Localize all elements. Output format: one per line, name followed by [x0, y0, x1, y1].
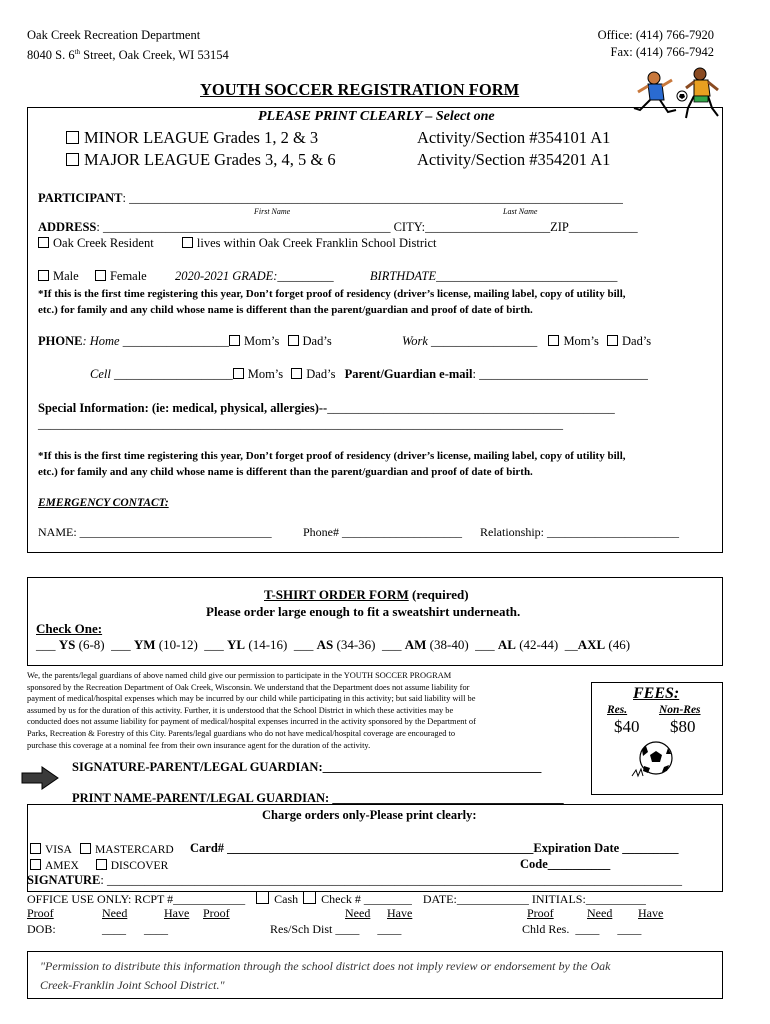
arrow-right-icon	[20, 765, 60, 791]
checkbox-mastercard[interactable]	[80, 843, 91, 854]
special-info-field[interactable]: Special Information: (ie: medical, physical, allergies)--______________________________________________	[38, 401, 615, 415]
chld-res-field[interactable]: Chld Res. ____ ____	[522, 922, 642, 936]
fees-nonres-amount: $80	[670, 717, 696, 736]
have2-label: Have	[387, 906, 413, 920]
section-minor: Activity/Section #354101 A1	[417, 128, 611, 147]
checkbox-school-district[interactable]	[182, 237, 193, 248]
charge-title: Charge orders only-Please print clearly:	[262, 808, 477, 822]
have3-label: Have	[638, 906, 664, 920]
league-major[interactable]: MAJOR LEAGUE Grades 3, 4, 5 & 6	[66, 149, 336, 171]
phone-label: PHONE	[38, 334, 83, 348]
proof3-label: Proof	[527, 906, 554, 920]
work-phone-field[interactable]: Work _________________	[402, 334, 538, 348]
residency-note-bottom: *If this is the first time registering this year, Don’t forget proof of residency (driver’s license, mailing label, copy of utility bill, etc.) for family and any child whose name is different than the parent/guardian and proof of date of birth.	[38, 450, 626, 478]
work-phone-row: Work _________________ Mom’s Dad’s	[402, 334, 652, 348]
checkbox-major-league[interactable]	[66, 153, 79, 166]
dob-blanks[interactable]: ____ ____	[102, 922, 168, 936]
first-name-caption: First Name	[254, 207, 291, 216]
proof1-label: Proof	[27, 906, 54, 920]
office-phone: Office: (414) 766-7920	[597, 28, 714, 42]
fees-title: FEES:	[633, 685, 680, 702]
checkbox-work-moms[interactable]	[548, 335, 559, 346]
section-major: Activity/Section #354201 A1	[417, 150, 611, 169]
res-sch-dist-field[interactable]: Res/Sch Dist ____ ____	[270, 922, 402, 936]
checkbox-female[interactable]	[95, 270, 106, 281]
last-name-caption: Last Name	[503, 207, 538, 216]
dept-name: Oak Creek Recreation Department	[27, 28, 201, 42]
size-ys[interactable]: ___ YS (6-8)	[36, 637, 105, 652]
checkbox-check[interactable]	[303, 891, 316, 904]
checkbox-work-dads[interactable]	[607, 335, 618, 346]
checkbox-cell-moms[interactable]	[233, 368, 244, 379]
disclaimer-divider	[33, 951, 715, 952]
checkbox-cell-dads[interactable]	[291, 368, 302, 379]
rcpt-field[interactable]: OFFICE USE ONLY: RCPT #____________	[27, 892, 246, 906]
fax-number: Fax: (414) 766-7942	[610, 45, 714, 59]
size-al[interactable]: ___ AL (42-44)	[475, 637, 559, 652]
contact-header	[598, 27, 714, 61]
address-field[interactable]: ADDRESS: ______________________________________________ CITY:____________________ZIP___________	[38, 220, 638, 234]
emergency-name-field[interactable]: NAME: ________________________________	[38, 525, 272, 539]
check-one-label: Check One:	[36, 621, 103, 636]
dept-address: 8040 S. 6th Street, Oak Creek, WI 53154	[27, 48, 229, 63]
dob-label: DOB:	[27, 922, 56, 936]
print-clearly: PLEASE PRINT CLEARLY – Select one	[258, 109, 495, 124]
size-axl[interactable]: __AXL (46)	[564, 637, 631, 652]
need1-label: Need	[102, 906, 128, 920]
resident-options	[38, 236, 436, 251]
emergency-relationship-field[interactable]: Relationship: ______________________	[480, 525, 679, 539]
permission-text: We, the parents/legal guardians of above named child give our permission to participate in the YOUTH SOCCER PROGRAM sponsored by the Recreation Department of Oak Creek, Wisconsin. We understand that the Department does not assume liability for payment of medical/hospital expenses which may be incurred by our child while participating in this activity; but said liability will be assumed by us for the duration of this activity. Further, it is understood that the School District in which these activities may be conducted does not assume liability for payment of medical/hospital expenses incurred in the activity sponsored by the Department of Parks, Recreation & Forestry of this City. Parents/legal guardians who do not have medical/hospital coverage are encouraged to purchase this coverage at a nominal fee from their own insurance agent for the duration of the activity.	[27, 671, 476, 750]
checkbox-male[interactable]	[38, 270, 49, 281]
emergency-heading: EMERGENCY CONTACT:	[38, 497, 169, 509]
checkbox-amex[interactable]	[30, 859, 41, 870]
org-header	[27, 27, 229, 64]
phone-row: PHONE: Home _________________ Mom’s Dad’s	[38, 334, 332, 348]
checkbox-discover[interactable]	[96, 859, 107, 870]
birthdate-field[interactable]: BIRTHDATE_____________________________	[369, 269, 618, 283]
proof2-label: Proof	[203, 906, 230, 920]
home-phone-field[interactable]: : Home _________________	[82, 334, 229, 348]
league-minor[interactable]: MINOR LEAGUE Grades 1, 2 & 3	[66, 127, 336, 149]
parent-signature-field[interactable]: SIGNATURE-PARENT/LEGAL GUARDIAN:___________________________________	[72, 760, 542, 774]
emergency-phone-field[interactable]: Phone# ____________________	[303, 525, 462, 539]
print-name-field[interactable]: PRINT NAME-PARENT/LEGAL GUARDIAN: _____________________________________	[72, 791, 564, 805]
district-label: lives within Oak Creek Franklin School District	[196, 236, 437, 250]
fees-res-amount: $40	[614, 717, 640, 736]
need3-label: Need	[587, 906, 613, 920]
checkbox-oak-creek-resident[interactable]	[38, 237, 49, 248]
residency-note-top: *If this is the first time registering this year, Don’t forget proof of residency (driver’s license, mailing label, copy of utility bill, etc.) for family and any child whose name is different than the parent/guardian and proof of date of birth.	[38, 288, 626, 316]
size-as[interactable]: ___ AS (34-36)	[293, 637, 376, 652]
size-yl[interactable]: ___ YL (14-16)	[204, 637, 288, 652]
fees-nonres-label: Non-Res	[659, 704, 701, 716]
tshirt-note: Please order large enough to fit a sweatshirt underneath.	[206, 604, 521, 619]
league-sections	[417, 127, 610, 171]
email-field[interactable]: : ___________________________	[472, 367, 648, 381]
size-am[interactable]: ___ AM (38-40)	[381, 637, 469, 652]
checkbox-home-dads[interactable]	[288, 335, 299, 346]
card-type-row2: AMEX DISCOVER	[30, 859, 168, 872]
tshirt-title: T-SHIRT ORDER FORM (required)	[264, 587, 469, 602]
fees-res-label: Res.	[607, 704, 628, 716]
card-number-field[interactable]: Card# _________________________________________________Expiration Date _________	[190, 841, 679, 855]
special-info-line2[interactable]: ____________________________________________________________________________________	[38, 417, 563, 431]
code-field[interactable]: Code__________	[520, 857, 611, 871]
cell-phone-row: Cell ___________________ Mom’s Dad’s Parent/Guardian e-mail: ___________________________	[90, 367, 648, 381]
registration-box	[27, 107, 723, 553]
disclaimer-text: "Permission to distribute this information through the school district does not imply review or endorsement by the Oak Creek-Franklin Joint School District."	[40, 959, 611, 992]
checkbox-visa[interactable]	[30, 843, 41, 854]
checkbox-home-moms[interactable]	[229, 335, 240, 346]
have1-label: Have	[164, 906, 190, 920]
checkbox-minor-league[interactable]	[66, 131, 79, 144]
need2-label: Need	[345, 906, 371, 920]
tshirt-sizes	[36, 637, 630, 653]
form-title: YOUTH SOCCER REGISTRATION FORM	[200, 80, 520, 99]
resident-label: Oak Creek Resident	[53, 236, 154, 250]
league-options	[66, 127, 336, 171]
gender-row: Male Female 2020-2021 GRADE:_________ BIRTHDATE_____________________________	[38, 269, 617, 284]
office-use-row: OFFICE USE ONLY: RCPT #____________ Cash Check # ________ DATE:____________ INITIALS:__________	[27, 892, 646, 906]
size-ym[interactable]: ___ YM (10-12)	[111, 637, 198, 652]
cell-phone-field[interactable]: Cell ___________________	[90, 367, 233, 381]
date-initials-field[interactable]: DATE:____________ INITIALS:__________	[422, 892, 646, 906]
card-type-row1: VISA MASTERCARD	[30, 843, 174, 856]
checkbox-cash[interactable]	[256, 891, 269, 904]
soccer-ball-icon	[630, 740, 674, 780]
participant-field[interactable]: PARTICIPANT: _______________________________________________________________________________	[38, 191, 623, 205]
grade-field[interactable]: 2020-2021 GRADE:_________	[174, 269, 334, 283]
card-signature-field[interactable]: SIGNATURE: ____________________________________________________________________________________________	[27, 873, 683, 887]
